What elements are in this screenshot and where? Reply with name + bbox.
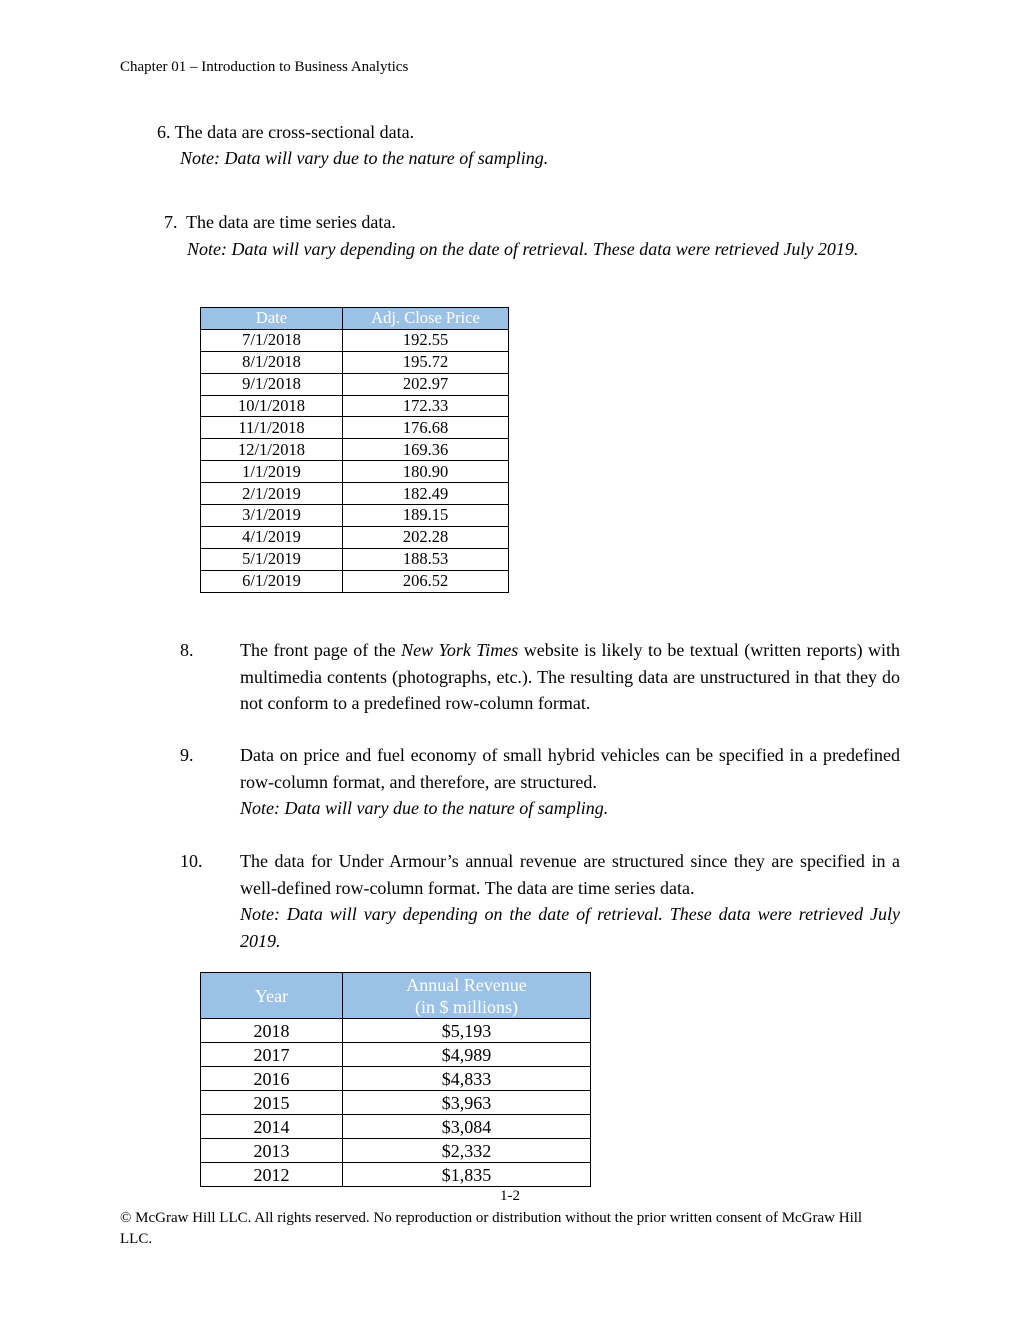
question-number: 9. [180, 745, 194, 765]
revenue-table-body [201, 1019, 591, 1187]
table-cell: 5/1/2019 [201, 548, 343, 570]
question-6 [157, 119, 414, 146]
table-cell: $3,963 [343, 1091, 591, 1115]
table-cell: 182.49 [343, 483, 509, 505]
table-cell: 2016 [201, 1067, 343, 1091]
question-text: The front page of the [240, 640, 402, 660]
column-header-date: Date [201, 308, 343, 330]
table-cell: 2015 [201, 1091, 343, 1115]
table-row [201, 1115, 591, 1139]
question-10 [240, 848, 900, 954]
table-cell: 2017 [201, 1043, 343, 1067]
table-row [201, 329, 509, 351]
table-cell: $4,833 [343, 1067, 591, 1091]
question-text: The data are time series data. [186, 212, 396, 232]
page-header: Chapter 01 – Introduction to Business Analytics [120, 59, 409, 75]
table-cell: 176.68 [343, 417, 509, 439]
publication-title: New York Times [401, 640, 519, 660]
table-cell: 192.55 [343, 329, 509, 351]
table-cell: 202.97 [343, 373, 509, 395]
table-cell: 10/1/2018 [201, 395, 343, 417]
table-cell: 4/1/2019 [201, 526, 343, 548]
question-number: 6. [157, 122, 171, 142]
table-cell: 9/1/2018 [201, 373, 343, 395]
table-row [201, 1163, 591, 1187]
table-row [201, 1067, 591, 1091]
question-number: 7. [164, 212, 178, 232]
table-cell: 1/1/2019 [201, 461, 343, 483]
table-cell: 12/1/2018 [201, 439, 343, 461]
question-8-text [240, 637, 900, 717]
table-cell: 7/1/2018 [201, 329, 343, 351]
question-6-note: Note: Data will vary due to the nature of sampling. [180, 148, 549, 168]
table-header-row [201, 308, 509, 330]
table-cell: 2013 [201, 1139, 343, 1163]
page-number: 1-2 [500, 1188, 520, 1204]
question-7-note: Note: Data will vary depending on the date of retrieval. These data were retrieved July 2019. [187, 239, 859, 259]
table-cell: 206.52 [343, 570, 509, 592]
column-header-price: Adj. Close Price [343, 308, 509, 330]
table-cell: $4,989 [343, 1043, 591, 1067]
table-cell: 172.33 [343, 395, 509, 417]
table-cell: 195.72 [343, 351, 509, 373]
stock-price-table-body [201, 329, 509, 592]
column-header-revenue-line2: (in $ millions) [415, 996, 518, 1017]
table-cell: 2014 [201, 1115, 343, 1139]
table-row [201, 395, 509, 417]
table-cell: 2/1/2019 [201, 483, 343, 505]
table-row [201, 461, 509, 483]
question-9-note: Note: Data will vary due to the nature of sampling. [240, 798, 609, 818]
table-cell: 189.15 [343, 505, 509, 527]
table-cell: $3,084 [343, 1115, 591, 1139]
table-cell: 11/1/2018 [201, 417, 343, 439]
table-header-row [201, 973, 591, 1019]
table-row [201, 548, 509, 570]
question-number: 10. [180, 851, 203, 871]
table-row [201, 417, 509, 439]
table-row [201, 439, 509, 461]
table-row [201, 1139, 591, 1163]
question-text: The data are cross-sectional data. [174, 122, 415, 142]
table-row [201, 570, 509, 592]
table-cell: $5,193 [343, 1019, 591, 1043]
table-cell: $2,332 [343, 1139, 591, 1163]
table-row [201, 483, 509, 505]
table-row [201, 351, 509, 373]
table-cell: 202.28 [343, 526, 509, 548]
revenue-table [200, 972, 591, 1187]
table-row [201, 373, 509, 395]
table-cell: 3/1/2019 [201, 505, 343, 527]
table-row [201, 526, 509, 548]
copyright-footer: © McGraw Hill LLC. All rights reserved. No reproduction or distribution without the prior written consent of McGraw Hill LLC. [120, 1210, 863, 1247]
table-cell: $1,835 [343, 1163, 591, 1187]
table-cell: 169.36 [343, 439, 509, 461]
table-row [201, 1043, 591, 1067]
column-header-revenue-line1: Annual Revenue [406, 974, 527, 995]
column-header-year: Year [201, 973, 343, 1019]
table-row [201, 1019, 591, 1043]
table-cell: 2018 [201, 1019, 343, 1043]
stock-price-table [200, 307, 509, 593]
question-number: 8. [180, 640, 194, 660]
table-cell: 2012 [201, 1163, 343, 1187]
question-10-note: Note: Data will vary depending on the date of retrieval. These data were retrieved July 2019. [240, 904, 900, 951]
column-header-revenue [343, 973, 591, 1019]
question-text: The data for Under Armour’s annual revenue are structured since they are specified in a well-defined row-column format. The data are time series data. [240, 851, 900, 898]
question-7 [164, 209, 396, 236]
table-cell: 6/1/2019 [201, 570, 343, 592]
table-cell: 188.53 [343, 548, 509, 570]
table-row [201, 505, 509, 527]
table-cell: 180.90 [343, 461, 509, 483]
table-row [201, 1091, 591, 1115]
table-cell: 8/1/2018 [201, 351, 343, 373]
question-text: website is likely to be textual (written reports) with multimedia contents (photographs, etc.). The resulting data are unstructured in that they do not conform to a predefined row-column format. [240, 640, 900, 713]
question-9 [240, 742, 900, 822]
question-text: Data on price and fuel economy of small hybrid vehicles can be specified in a predefined row-column format, and therefore, are structured. [240, 745, 900, 792]
